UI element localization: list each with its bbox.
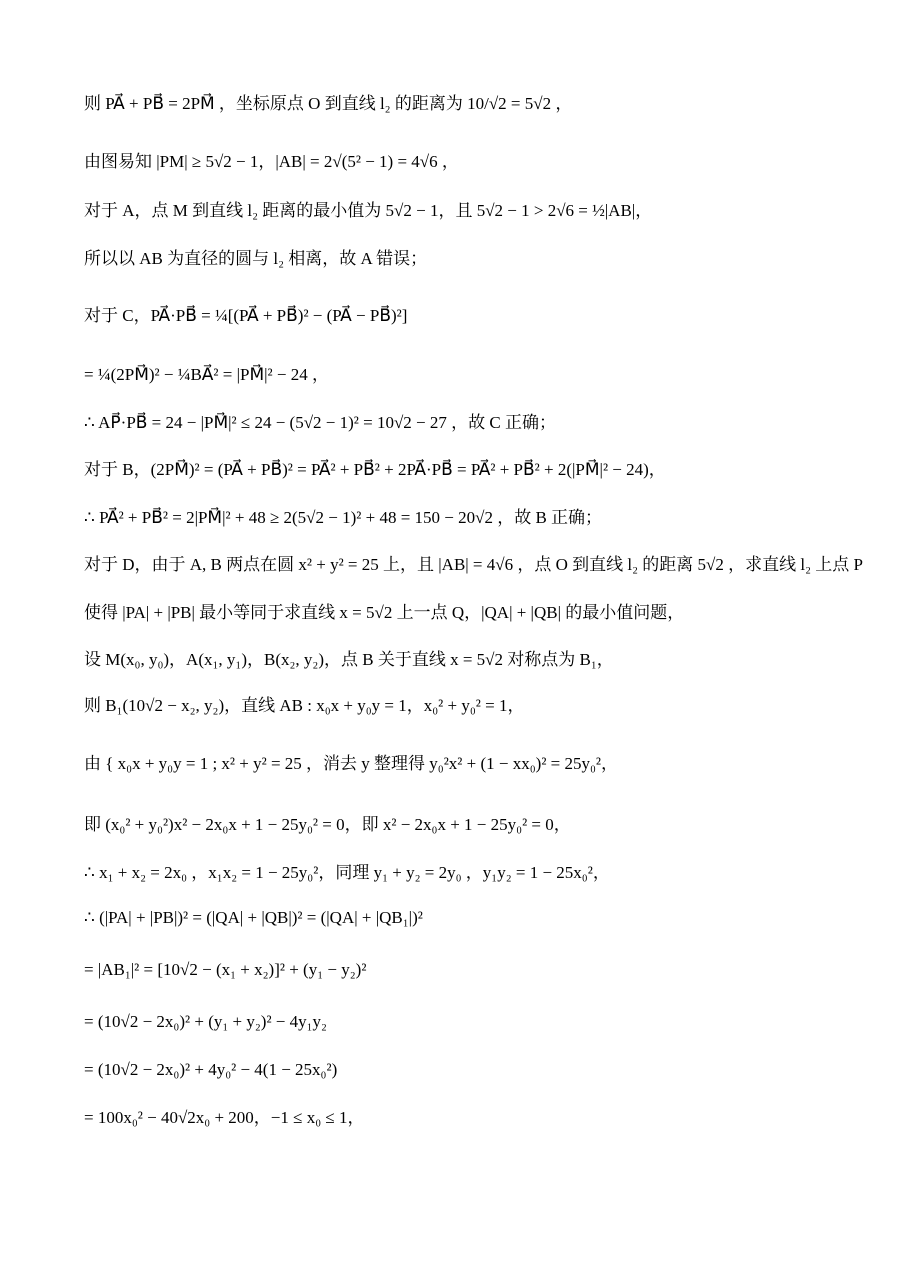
text-line-5: 对于 C，PA⃗·PB⃗ = ¼[(PA⃗ + PB⃗)² − (PA⃗ − PB⃗)²]: [84, 306, 408, 325]
text-line-1: 则 PA⃗ + PB⃗ = 2PM⃗ ，坐标原点 O 到直线 l₂ 的距离为 10/√2 = 5√2 ，: [84, 94, 573, 113]
text-line-15: 即 (x₀² + y₀²)x² − 2x₀x + 1 − 25y₀² = 0，即 x² − 2x₀x + 1 − 25y₀² = 0，: [84, 815, 571, 834]
text-line-17: ∴ (|PA| + |PB|)² = (|QA| + |QB|)² = (|QA| + |QB₁|)²: [84, 908, 423, 927]
text-line-10: 对于 D，由于 A, B 两点在圆 x² + y² = 25 上，且 |AB| = 4√6 ，点 O 到直线 l₂ 的距离 5√2 ，求直线 l₂ 上点 P: [84, 555, 863, 574]
text-line-9: ∴ PA⃗² + PB⃗² = 2|PM⃗|² + 48 ≥ 2(5√2 − 1)² + 48 = 150 − 20√2 ，故 B 正确；: [84, 508, 603, 527]
text-line-19: = (10√2 − 2x₀)² + (y₁ + y₂)² − 4y₁y₂: [84, 1012, 327, 1031]
text-line-4: 所以以 AB 为直径的圆与 l₂ 相离，故 A 错误；: [84, 249, 428, 268]
text-line-2: 由图易知 |PM| ≥ 5√2 − 1，|AB| = 2√(5² − 1) = 4√6 ，: [84, 152, 459, 171]
text-line-12: 设 M(x₀, y₀)，A(x₁, y₁)，B(x₂, y₂)，点 B 关于直线 x = 5√2 对称点为 B₁，: [84, 650, 614, 669]
text-line-3: 对于 A，点 M 到直线 l₂ 距离的最小值为 5√2 − 1，且 5√2 − 1 > 2√6 = ½|AB|，: [84, 201, 653, 220]
text-line-14: 由 { x₀x + y₀y = 1 ; x² + y² = 25 ，消去 y 整理得 y₀²x² + (1 − xx₀)² = 25y₀²，: [84, 754, 619, 773]
text-line-20: = (10√2 − 2x₀)² + 4y₀² − 4(1 − 25x₀²): [84, 1060, 338, 1079]
text-line-8: 对于 B，(2PM⃗)² = (PA⃗ + PB⃗)² = PA⃗² + PB⃗² + 2PA⃗·PB⃗ = PA⃗² + PB⃗² + 2(|PM⃗|² − 24)，: [84, 460, 666, 479]
text-line-16: ∴ x₁ + x₂ = 2x₀ ，x₁x₂ = 1 − 25y₀²，同理 y₁ + y₂ = 2y₀ ，y₁y₂ = 1 − 25x₀²，: [84, 863, 610, 882]
text-line-13: 则 B₁(10√2 − x₂, y₂)，直线 AB : x₀x + y₀y = 1，x₀² + y₀² = 1，: [84, 696, 525, 715]
text-line-11: 使得 |PA| + |PB| 最小等同于求直线 x = 5√2 上一点 Q，|QA| + |QB| 的最小值问题，: [84, 603, 685, 622]
text-line-18: = |AB₁|² = [10√2 − (x₁ + x₂)]² + (y₁ − y₂)²: [84, 960, 367, 979]
text-line-21: = 100x₀² − 40√2x₀ + 200，−1 ≤ x₀ ≤ 1，: [84, 1108, 365, 1127]
text-line-6: = ¼(2PM⃗)² − ¼BA⃗² = |PM⃗|² − 24 ，: [84, 365, 329, 384]
text-line-7: ∴ AP⃗·PB⃗ = 24 − |PM⃗|² ≤ 24 − (5√2 − 1)² = 10√2 − 27 ，故 C 正确；: [84, 413, 556, 432]
